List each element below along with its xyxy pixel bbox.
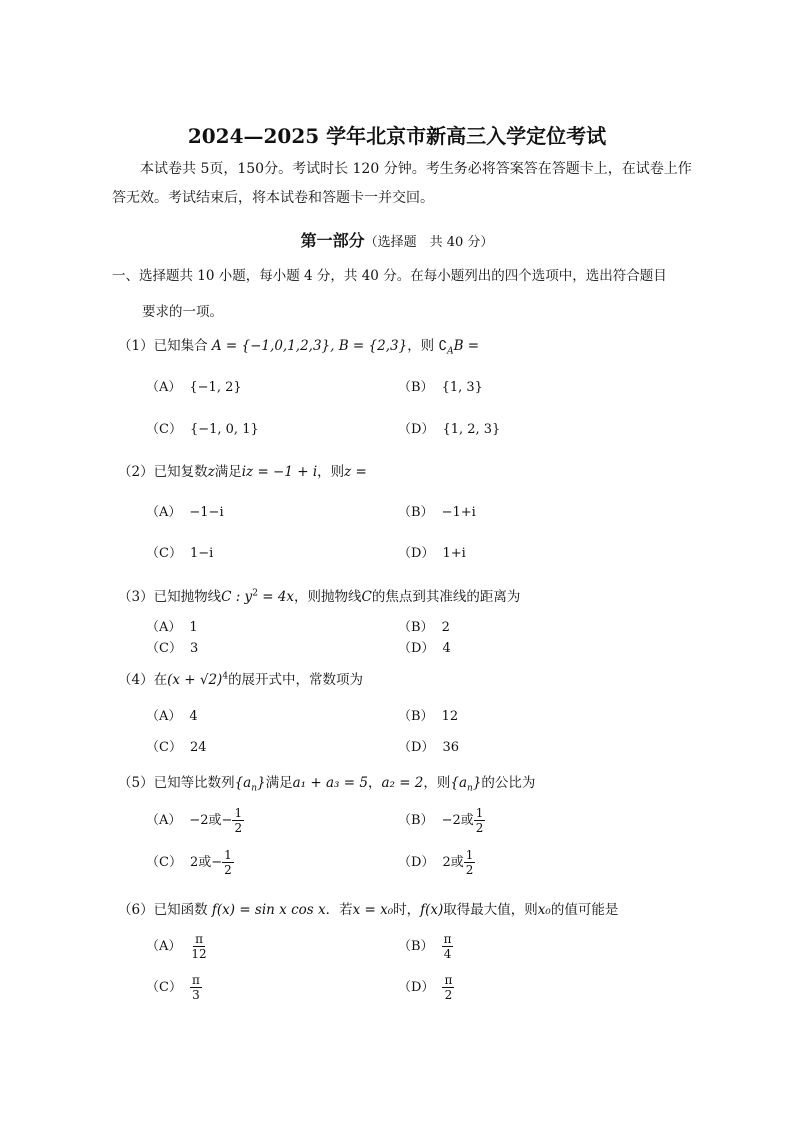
option-value: 1−i [189, 546, 214, 561]
fraction-denominator: 4 [443, 947, 452, 961]
option-4d [398, 736, 459, 755]
fraction-numerator: 1 [224, 848, 232, 862]
fraction-numerator: π [191, 973, 200, 987]
question-2 [118, 460, 367, 480]
question-math: x = x₀ [352, 902, 394, 918]
fraction [474, 806, 486, 835]
question-number: （5） [118, 775, 154, 791]
fraction-denominator: 2 [465, 863, 474, 877]
option-label: （C） [146, 855, 182, 870]
option-2c [146, 542, 213, 561]
question-text: 满足 [214, 464, 242, 480]
option-value: {−1, 2} [189, 380, 242, 395]
question-math: C [361, 589, 372, 605]
question-number: （1） [118, 338, 154, 354]
question-math: a₂ = 2 [381, 775, 424, 791]
option-label: （C） [146, 546, 182, 561]
exam-intro [112, 155, 692, 213]
fraction-numerator: π [443, 932, 452, 946]
section-line-2: 要求的一项。 [142, 304, 223, 320]
option-label: （A） [146, 939, 182, 954]
fraction-numerator: 1 [465, 848, 474, 862]
question-math-sub: n [251, 783, 258, 794]
question-5 [118, 771, 535, 794]
option-label: （B） [398, 505, 434, 520]
question-number: （4） [118, 672, 154, 688]
option-1b [398, 376, 483, 395]
question-text: ，则 ∁ [407, 338, 448, 354]
fraction [442, 973, 454, 1002]
option-5d [398, 848, 475, 877]
option-5a [146, 806, 244, 835]
fraction-denominator: 2 [224, 863, 232, 877]
option-label: （B） [398, 380, 434, 395]
question-math: B = [453, 338, 480, 354]
fraction-denominator: 2 [475, 821, 484, 835]
part-heading [0, 228, 794, 251]
fraction-denominator: 2 [444, 988, 453, 1002]
fraction-numerator: 1 [475, 806, 484, 820]
question-math: } [257, 775, 266, 791]
option-label: （A） [146, 380, 182, 395]
question-text: 在 [153, 672, 168, 688]
question-math: {a [450, 775, 468, 791]
question-math: = 4x [257, 589, 295, 605]
question-text: 已知函数 [153, 902, 212, 918]
option-1a [146, 376, 242, 395]
option-1c [146, 418, 259, 437]
question-text: 的公比为 [481, 775, 536, 791]
fraction-denominator: 3 [192, 988, 200, 1002]
question-math: f(x) = sin x cos x [211, 902, 326, 918]
part-subtitle: （选择题 共 40 分） [364, 235, 494, 250]
question-math-sub: n [467, 783, 473, 794]
option-4a [146, 705, 198, 724]
option-label: （B） [398, 620, 434, 635]
option-value: −2或− [189, 813, 233, 828]
option-label: （D） [398, 980, 435, 995]
question-math: C : y [221, 589, 253, 605]
option-3d [398, 637, 451, 656]
question-text: 已知抛物线 [153, 589, 222, 605]
option-label: （D） [398, 740, 435, 755]
option-4c [146, 736, 207, 755]
option-value: 2 [441, 620, 450, 635]
option-value: 2或 [442, 855, 464, 870]
option-label: （A） [146, 709, 182, 724]
question-number: （2） [118, 464, 154, 480]
option-value: 1+i [442, 546, 466, 561]
option-value: 2或− [189, 855, 223, 870]
question-text: 的值可能是 [550, 902, 619, 918]
fraction-numerator: 1 [234, 806, 243, 820]
option-value: −2或 [441, 813, 474, 828]
option-value: −1−i [189, 505, 224, 520]
option-value: −1+i [441, 505, 476, 520]
option-value: 12 [441, 709, 459, 724]
fraction-denominator: 2 [234, 821, 243, 835]
option-value: 1 [189, 620, 198, 635]
question-text: ， [367, 775, 382, 791]
option-value: {−1, 0, 1} [189, 422, 259, 437]
fraction [232, 806, 244, 835]
option-value: 36 [442, 740, 459, 755]
option-label: （C） [146, 740, 182, 755]
fraction-numerator: π [444, 973, 453, 987]
question-math-sup: 4 [222, 671, 229, 682]
question-text: 的焦点到其准线的距离为 [371, 589, 521, 605]
option-label: （D） [398, 855, 435, 870]
question-3 [118, 585, 520, 605]
fraction-numerator: π [195, 932, 203, 946]
option-label: （B） [398, 939, 434, 954]
section-instructions [112, 258, 692, 330]
question-math: x₀ [537, 902, 551, 918]
option-6b [398, 932, 453, 961]
question-math: (x + √2) [167, 672, 223, 688]
option-label: （A） [146, 813, 182, 828]
option-1d [398, 418, 500, 437]
option-label: （D） [398, 422, 435, 437]
question-number: （3） [118, 589, 154, 605]
question-text: 的展开式中，常数项为 [228, 672, 364, 688]
question-text: 已知等比数列 [153, 775, 235, 791]
question-math: A = {−1,0,1,2,3}, B = {2,3} [211, 338, 408, 354]
option-6d [398, 973, 454, 1002]
section-line-1: 一、选择题共 10 小题，每小题 4 分，共 40 分。在每小题列出的四个选项中，选出符合题目 [112, 268, 667, 284]
option-value: {1, 3} [441, 380, 483, 395]
option-label: （D） [398, 546, 435, 561]
option-2d [398, 542, 466, 561]
question-math: z [207, 464, 215, 480]
fraction-denominator: 12 [191, 947, 207, 961]
question-text: ，则抛物线 [294, 589, 362, 605]
option-value: 4 [442, 641, 451, 656]
fraction [190, 973, 202, 1002]
option-value: 3 [189, 641, 199, 656]
option-4b [398, 705, 458, 724]
option-5b [398, 806, 485, 835]
question-text: 时， [393, 902, 421, 918]
question-math: f(x) [420, 902, 444, 918]
part-title: 第一部分 [300, 231, 365, 250]
question-text: ，则 [317, 464, 345, 480]
option-label: （B） [398, 813, 434, 828]
option-label: （C） [146, 641, 182, 656]
option-label: （C） [146, 422, 182, 437]
option-label: （A） [146, 620, 182, 635]
question-text: ，则 [423, 775, 451, 791]
option-label: （B） [398, 709, 434, 724]
fraction [442, 932, 454, 961]
option-value: 24 [189, 740, 207, 755]
question-text: 已知复数 [153, 464, 208, 480]
option-2b [398, 501, 476, 520]
question-text: ．若 [325, 902, 353, 918]
question-text: 已知集合 [153, 338, 212, 354]
option-label: （C） [146, 980, 182, 995]
option-3b [398, 616, 450, 635]
question-math-sub: A [447, 346, 454, 357]
question-math: } [472, 775, 482, 791]
question-text: 取得最大值，则 [443, 902, 538, 918]
fraction [189, 932, 208, 961]
fraction [464, 848, 476, 877]
option-3a [146, 616, 198, 635]
option-2a [146, 501, 224, 520]
question-1 [118, 334, 479, 357]
option-label: （D） [398, 641, 435, 656]
option-value: {1, 2, 3} [442, 422, 501, 437]
question-number: （6） [118, 902, 154, 918]
option-6c [146, 973, 202, 1002]
question-math: z = [344, 464, 367, 480]
intro-line-1: 本试卷共 5页，150分。考试时长 120 分钟。考生务必将答案答在答题卡上，在试卷上作 [140, 161, 692, 177]
question-math: {a [234, 775, 252, 791]
intro-line-2: 答无效。考试结束后，将本试卷和答题卡一并交回。 [112, 190, 434, 206]
question-math-sup: 2 [252, 588, 258, 599]
question-4 [118, 668, 363, 688]
option-3c [146, 637, 198, 656]
option-6a [146, 932, 209, 961]
question-text: 满足 [265, 775, 293, 791]
question-6 [118, 898, 618, 918]
exam-title: 2024—2025 学年北京市新高三入学定位考试 [187, 124, 607, 148]
question-math: a₁ + a₃ = 5 [292, 775, 368, 791]
option-5c [146, 848, 234, 877]
question-math: iz = −1 + i [241, 464, 318, 480]
option-label: （A） [146, 505, 182, 520]
option-value: 4 [189, 709, 198, 724]
fraction [222, 848, 234, 877]
